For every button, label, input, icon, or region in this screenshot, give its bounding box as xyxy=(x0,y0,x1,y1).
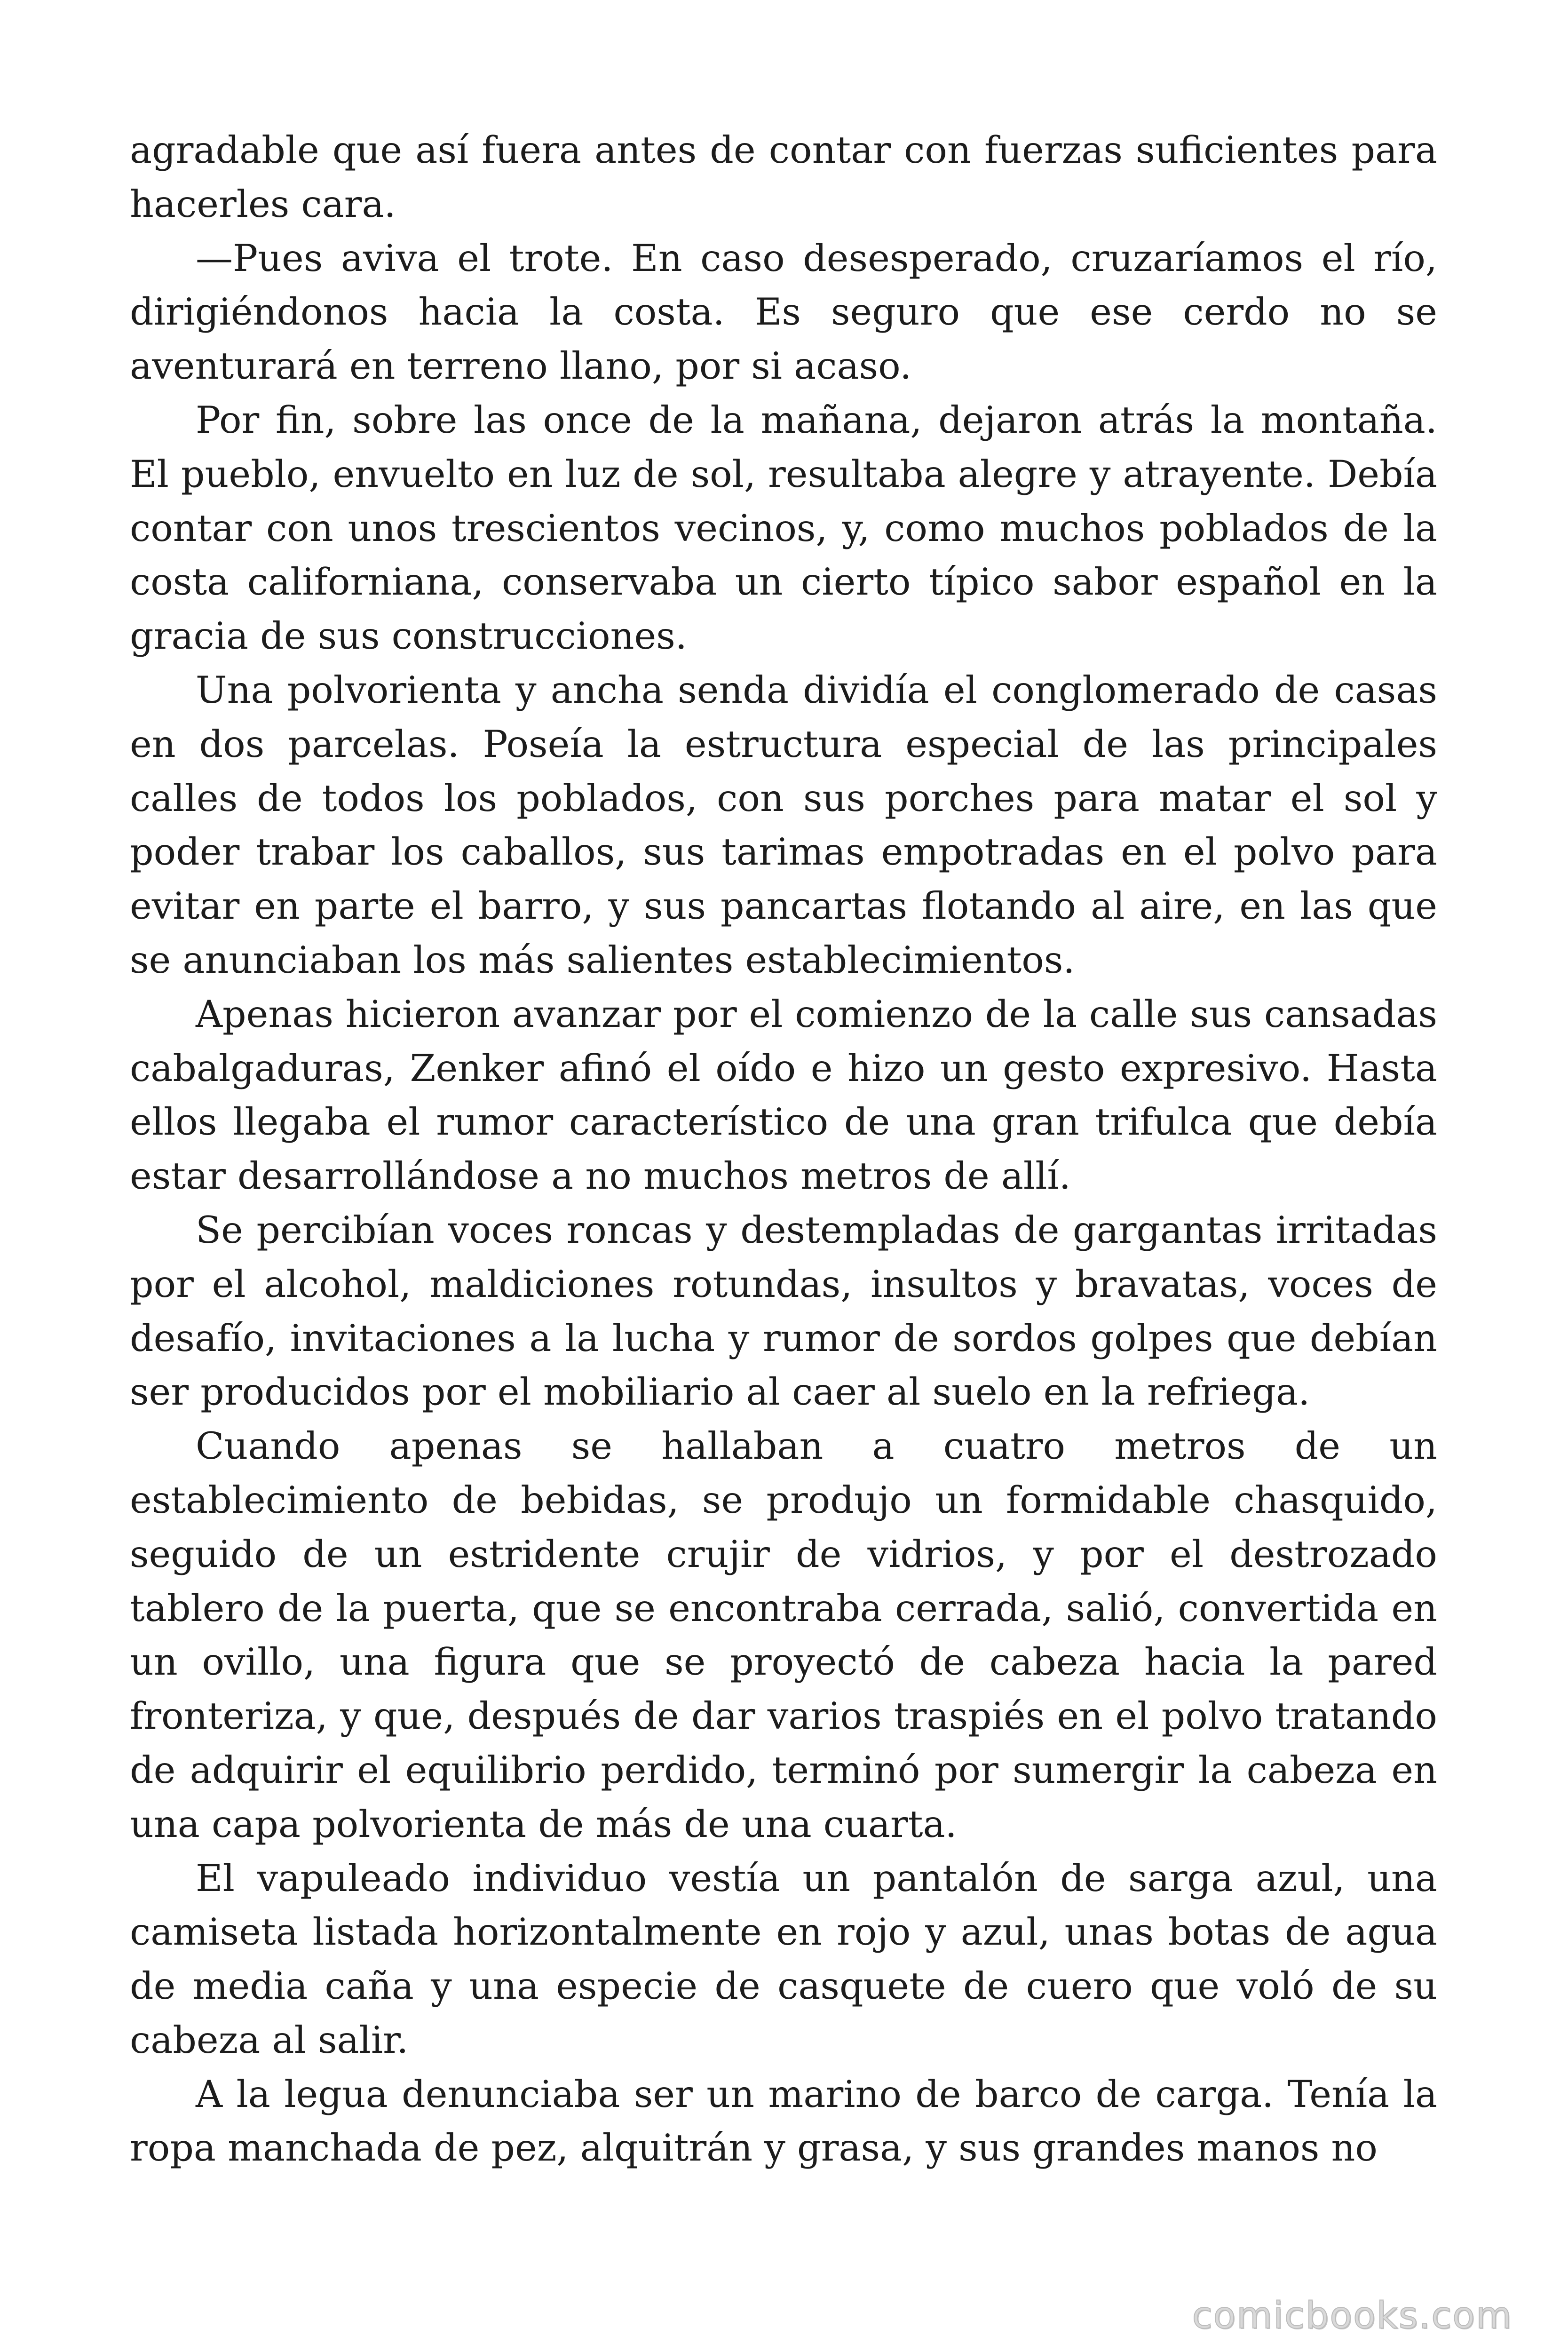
paragraph: Cuando apenas se hallaban a cuatro metros de un establecimiento de bebidas, se produjo un formidable chasquido, seguido de un estridente crujir de vidrios, y por el destrozado tablero de la puerta, que se encontraba cerrada, salió, convertida en un ovillo, una figura que se proyectó de cabeza hacia la pared fronteriza, y que, después de dar varios traspiés en el polvo tratando de adquirir el equilibrio perdido, terminó por sumergir la cabeza en una capa polvorienta de más de una cuarta. xyxy=(130,1424,1437,1846)
watermark-text: comicbooks.com xyxy=(1192,2295,1513,2337)
paragraph: Por fin, sobre las once de la mañana, dejaron atrás la montaña. El pueblo, envuelto en luz de sol, resultaba alegre y atrayente. Debía contar con unos trescientos vecinos, y, como muchos poblados de la costa californiana, conservaba un cierto típico sabor español en la gracia de sus construcciones. xyxy=(130,398,1437,658)
body-text xyxy=(130,123,1437,2175)
paragraph: El vapuleado individuo vestía un pantalón de sarga azul, una camiseta listada horizontalmente en rojo y azul, unas botas de agua de media caña y una especie de casquete de cuero que voló de su cabeza al salir. xyxy=(130,1856,1437,2062)
paragraph: A la legua denunciaba ser un marino de barco de carga. Tenía la ropa manchada de pez, alquitrán y grasa, y sus grandes manos no xyxy=(130,2072,1437,2170)
paragraph-dialogue: —Pues aviva el trote. En caso desesperado, cruzaríamos el río, dirigiéndonos hacia la costa. Es seguro que ese cerdo no se aventurará en terreno llano, por si acaso. xyxy=(130,236,1437,388)
paragraph: Apenas hicieron avanzar por el comienzo de la calle sus cansadas cabalgaduras, Zenker afinó el oído e hizo un gesto expresivo. Hasta ellos llegaba el rumor característico de una gran trifulca que debía estar desarrollándose a no muchos metros de allí. xyxy=(130,992,1437,1198)
paragraph-continuation: agradable que así fuera antes de contar con fuerzas suficientes para hacerles cara. xyxy=(130,128,1437,226)
paragraph: Una polvorienta y ancha senda dividía el conglomerado de casas en dos parcelas. Poseía la estructura especial de las principales calles de todos los poblados, con sus porches para matar el sol y poder trabar los caballos, sus tarimas empotradas en el polvo para evitar en parte el barro, y sus pancartas flotando al aire, en las que se anunciaban los más salientes establecimientos. xyxy=(130,668,1437,982)
paragraph: Se percibían voces roncas y destempladas de gargantas irritadas por el alcohol, maldiciones rotundas, insultos y bravatas, voces de desafío, invitaciones a la lucha y rumor de sordos golpes que debían ser producidos por el mobiliario al caer al suelo en la refriega. xyxy=(130,1208,1437,1414)
